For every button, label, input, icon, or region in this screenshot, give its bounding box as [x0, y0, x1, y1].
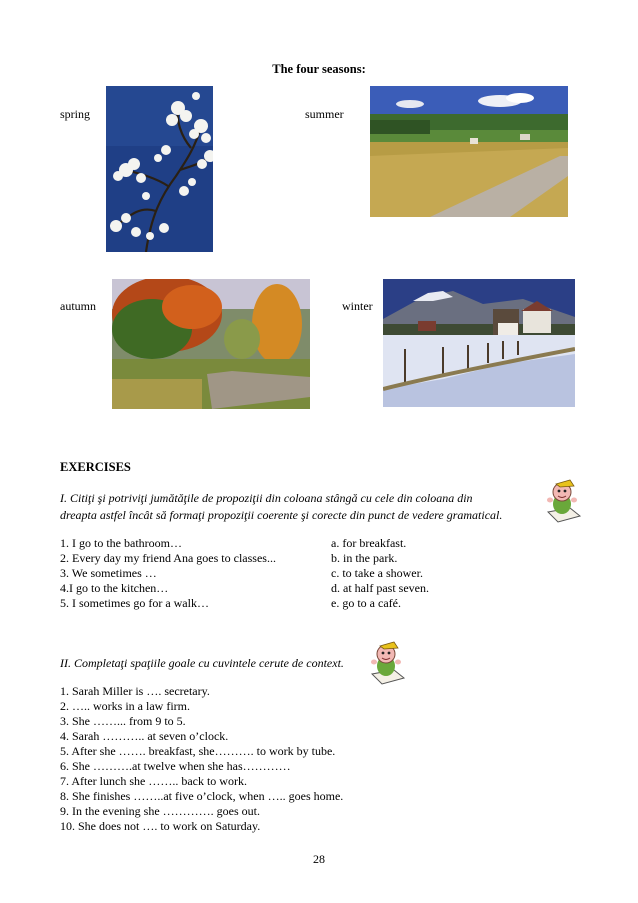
match-right-c: c. to take a shower.: [331, 566, 423, 580]
summer-photo: [370, 86, 568, 217]
match-right-e: e. go to a café.: [331, 596, 401, 610]
autumn-photo: [112, 279, 310, 409]
match-right-d: d. at half past seven.: [331, 581, 429, 595]
autumn-label: autumn: [60, 299, 96, 313]
fill-item-9: 9. In the evening she …………. goes out.: [60, 804, 260, 818]
page-title: The four seasons:: [272, 62, 366, 76]
cartoon-reader-icon: [540, 478, 584, 524]
fill-item-3: 3. She ……... from 9 to 5.: [60, 714, 186, 728]
match-right-a: a. for breakfast.: [331, 536, 407, 550]
fill-item-2: 2. ….. works in a law firm.: [60, 699, 190, 713]
fill-item-1: 1. Sarah Miller is …. secretary.: [60, 684, 210, 698]
exercise1-instruction-line2: dreapta astfel încât să formaţi propoziţii coerente şi corecte din punct de vedere gramatical.: [60, 508, 503, 522]
exercise1-instruction: [60, 490, 580, 524]
match-left-2: 2. Every day my friend Ana goes to classes...: [60, 551, 276, 565]
match-left-4: 4.I go to the kitchen…: [60, 581, 169, 595]
fill-item-5: 5. After she ……. breakfast, she………. to work by tube.: [60, 744, 336, 758]
page-number: 28: [313, 852, 325, 866]
fill-item-4: 4. Sarah ……….. at seven o’clock.: [60, 729, 229, 743]
fill-item-6: 6. She ……….at twelve when she has…………: [60, 759, 291, 773]
winter-photo: [383, 279, 575, 407]
spring-photo: [106, 86, 213, 252]
exercises-heading: EXERCISES: [60, 460, 131, 474]
summer-label: summer: [305, 107, 344, 121]
fill-item-7: 7. After lunch she …….. back to work.: [60, 774, 247, 788]
match-left-3: 3. We sometimes …: [60, 566, 157, 580]
exercise1-instruction-line1: I. Citiţi şi potriviţi jumătăţile de propoziţii din coloana stângă cu cele din coloana din: [60, 491, 473, 505]
fill-item-10: 10. She does not …. to work on Saturday.: [60, 819, 261, 833]
match-left-5: 5. I sometimes go for a walk…: [60, 596, 209, 610]
cartoon-reader-icon-2: [364, 640, 408, 686]
fill-item-8: 8. She finishes ……..at five o’clock, when ….. goes home.: [60, 789, 344, 803]
exercise2-instruction: II. Completaţi spaţiile goale cu cuvintele cerute de context.: [60, 656, 344, 670]
spring-label: spring: [60, 107, 90, 121]
match-right-b: b. in the park.: [331, 551, 398, 565]
winter-label: winter: [342, 299, 373, 313]
match-left-1: 1. I go to the bathroom…: [60, 536, 182, 550]
